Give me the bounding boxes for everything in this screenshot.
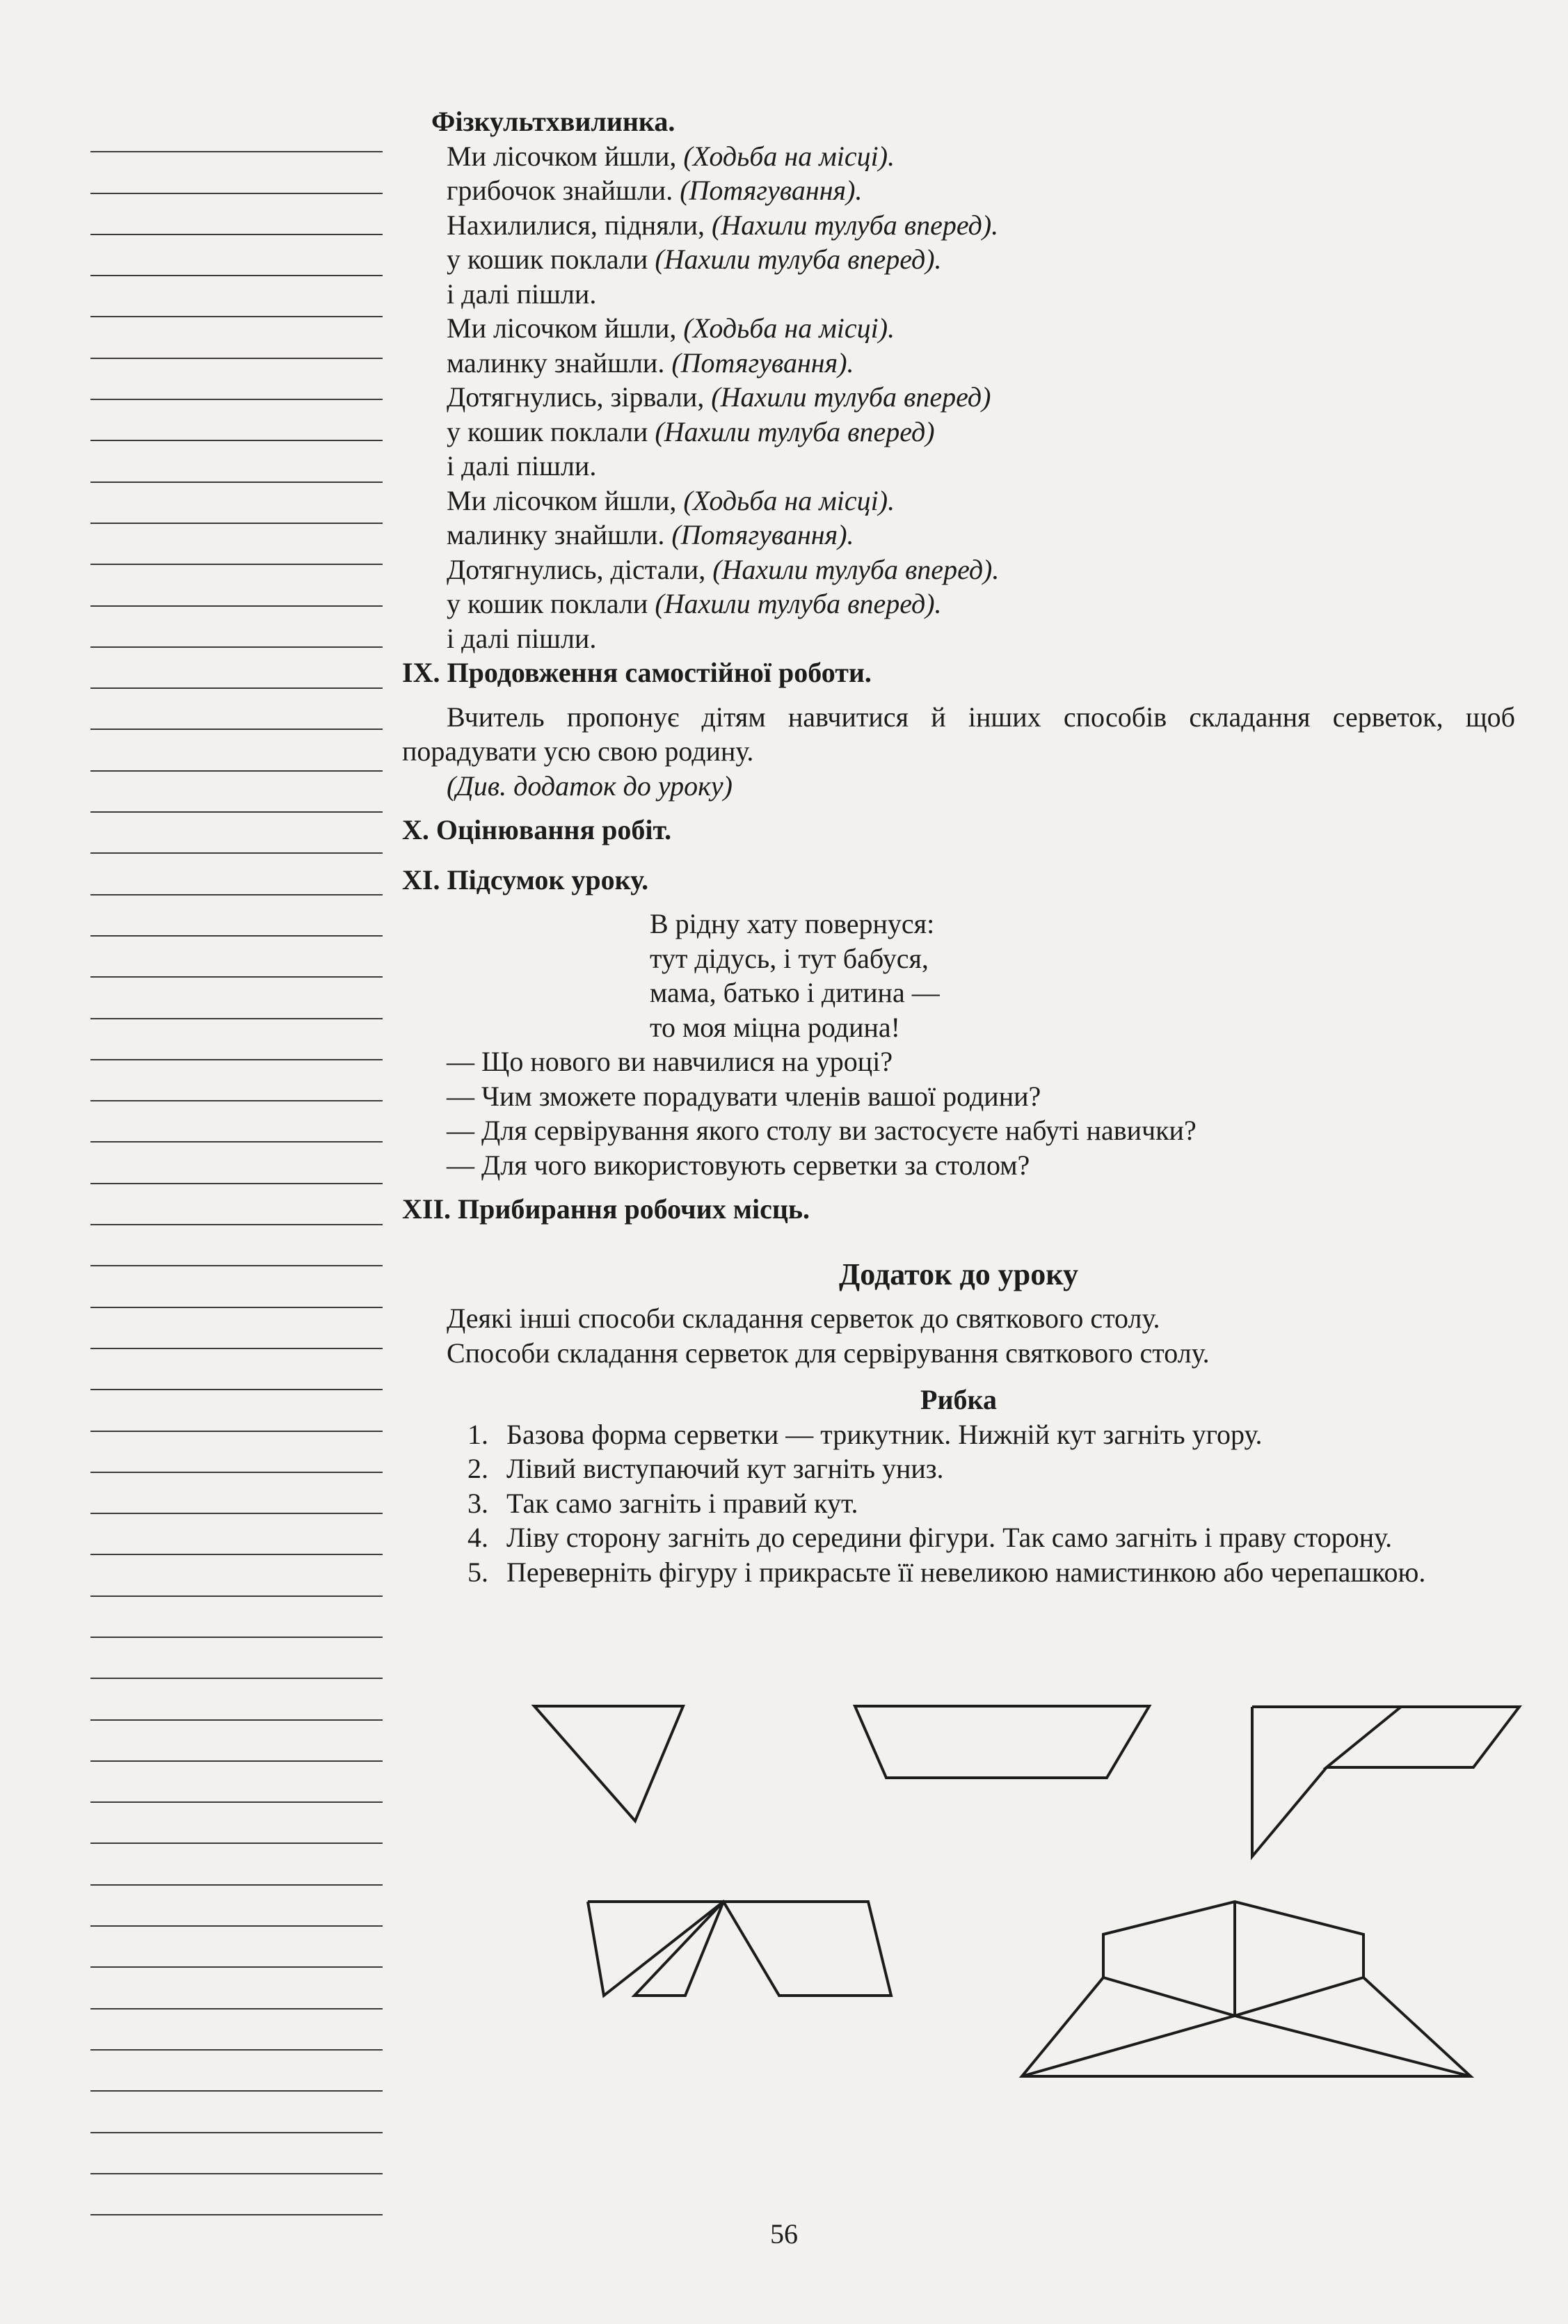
appendix-title: Додаток до уроку xyxy=(839,1257,1078,1291)
section9-paragraph: Вчитель пропонує дітям навчитися й інших способів складання серветок, щоб порадувати усю свою родину. xyxy=(402,701,1515,767)
fizkult-line-text: і далі пішли. xyxy=(447,278,597,310)
fizkult-line-note: (Ходьба на місці). xyxy=(683,484,895,516)
fizkult-line-note: (Нахили тулуба вперед). xyxy=(712,553,1000,585)
fizkult-line-note: (Нахили тулуба вперед) xyxy=(655,415,935,447)
poem-line: то моя міцна родина! xyxy=(650,1011,900,1043)
step-number: 5. xyxy=(467,1556,488,1588)
fizkult-line-text: Нахилилися, підняли, xyxy=(447,209,712,241)
fizkult-line-note: (Потягування). xyxy=(680,175,863,206)
fizkult-line-text: Дотягнулись, зірвали, xyxy=(447,381,712,413)
fizkult-line-note: (Нахили тулуба вперед). xyxy=(655,588,942,619)
poem-line: В рідну хату повернуся: xyxy=(650,908,935,939)
step-number: 2. xyxy=(467,1453,488,1484)
diagram-folded-sides xyxy=(588,1902,891,1996)
summary-question: — Що нового ви навчилися на уроці? xyxy=(447,1046,893,1077)
section12-title: XII. Прибирання робочих місць. xyxy=(402,1193,810,1225)
step-text: Ліву сторону загніть до середини фігури. Так само загніть і праву сторону. xyxy=(506,1522,1393,1553)
fizkult-line-note: (Нахили тулуба вперед). xyxy=(711,209,999,241)
fizkult-line-note: (Ходьба на місці). xyxy=(683,140,895,172)
poem-line: тут дідусь, і тут бабуся, xyxy=(650,942,929,974)
diagram-fish xyxy=(1022,1902,1471,2076)
appendix-intro-line: Способи складання серветок для сервірування святкового столу. xyxy=(447,1337,1210,1369)
fizkult-line-text: у кошик поклали xyxy=(447,415,655,447)
step-number: 3. xyxy=(467,1487,488,1519)
fizkult-line-text: Дотягнулись, дістали, xyxy=(447,553,713,585)
summary-question: — Чим зможете порадувати членів вашої родини? xyxy=(447,1080,1041,1112)
fizkult-line-text: і далі пішли. xyxy=(447,450,597,481)
fizkult-line-text: у кошик поклали xyxy=(447,244,655,275)
step-text: Лівий виступаючий кут загніть униз. xyxy=(506,1453,944,1484)
fizkult-line-text: Ми лісочком йшли, xyxy=(447,312,684,344)
fizkult-line-text: малинку знайшли. xyxy=(447,347,672,379)
section10-title: X. Оцінювання робіт. xyxy=(402,814,672,845)
page-number: 56 xyxy=(770,2218,798,2250)
fizkult-line-note: (Нахили тулуба вперед). xyxy=(655,244,942,275)
section9-title: IX. Продовження самостійної роботи. xyxy=(402,657,872,688)
fizkult-line-text: і далі пішли. xyxy=(447,622,597,654)
fizkult-line-note: (Нахили тулуба вперед) xyxy=(711,381,991,413)
diagram-triangle xyxy=(534,1706,683,1821)
fizkult-title: Фізкультхвилинка. xyxy=(431,106,675,137)
appendix-subtitle: Рибка xyxy=(920,1384,997,1415)
appendix-intro-line: Деякі інші способи складання серветок до святкового столу. xyxy=(447,1303,1160,1334)
summary-question: — Для чого використовують серветки за столом? xyxy=(447,1149,1030,1181)
fizkult-line-note: (Потягування). xyxy=(671,347,854,379)
fizkult-line-text: Ми лісочком йшли, xyxy=(447,140,684,172)
step-text: Базова форма серветки — трикутник. Нижній кут загніть угору. xyxy=(506,1418,1263,1450)
diagram-trapezoid xyxy=(855,1706,1149,1778)
fizkult-line-text: Ми лісочком йшли, xyxy=(447,484,684,516)
poem-line: мама, батько і дитина — xyxy=(650,977,940,1008)
fizkult-line-text: у кошик поклали xyxy=(447,588,655,619)
step-number: 1. xyxy=(467,1418,488,1450)
summary-question: — Для сервірування якого столу ви застосуєте набуті навички? xyxy=(447,1115,1197,1146)
diagram-folded-corner xyxy=(1252,1707,1519,1856)
fizkult-line-text: малинку знайшли. xyxy=(447,519,672,550)
fizkult-line-text: грибочок знайшли. xyxy=(447,175,680,206)
step-text: Так само загніть і правий кут. xyxy=(506,1487,858,1519)
step-number: 4. xyxy=(467,1522,488,1553)
step-text: Переверніть фігуру і прикрасьте її невеликою намистинкою або черепашкою. xyxy=(506,1556,1426,1588)
section9-note: (Див. додаток до уроку) xyxy=(447,770,733,802)
section11-title: XI. Підсумок уроку. xyxy=(402,863,649,896)
fizkult-line-note: (Потягування). xyxy=(671,519,854,550)
fizkult-line-note: (Ходьба на місці). xyxy=(683,312,895,344)
